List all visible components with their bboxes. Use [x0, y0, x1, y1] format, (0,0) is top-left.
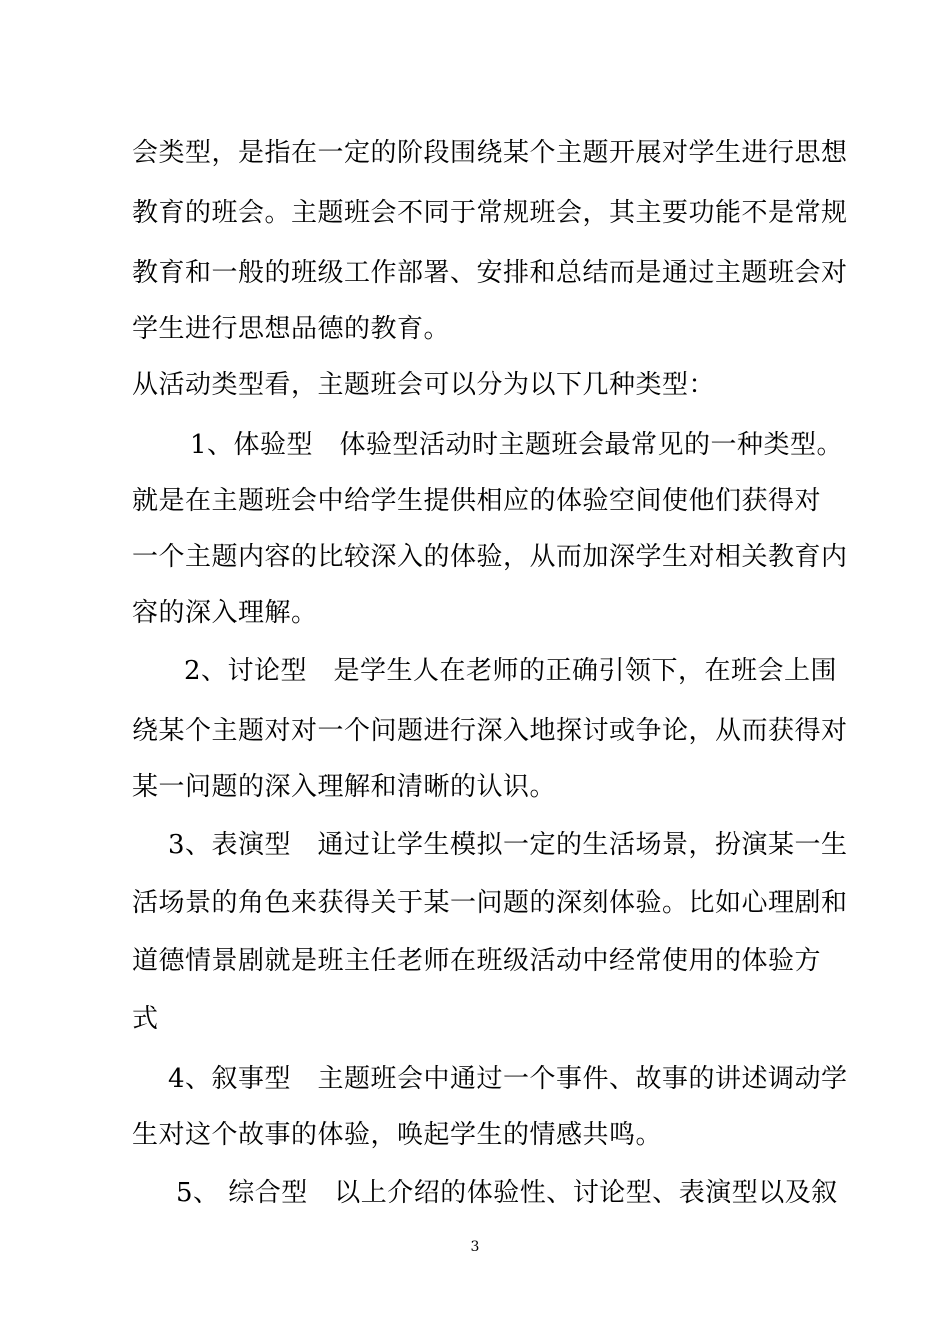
text-line-14: 活场景的角色来获得关于某一问题的深刻体验。比如心理剧和 [132, 888, 848, 918]
page-number: 3 [470, 1239, 480, 1255]
text-line-7: 就是在主题班会中给学生提供相应的体验空间使他们获得对 [132, 486, 822, 516]
text-line-15: 道德情景剧就是班主任老师在班级活动中经常使用的体验方 [132, 946, 822, 976]
text-line-18: 生对这个故事的体验，唤起学生的情感共鸣。 [132, 1120, 663, 1150]
text-line-1: 会类型，是指在一定的阶段围绕某个主题开展对学生进行思想 [132, 138, 848, 168]
text-line-4: 学生进行思想品德的教育。 [132, 314, 451, 344]
text-line-11: 绕某个主题对对一个问题进行深入地探讨或争论，从而获得对 [132, 716, 848, 746]
text-line-17: 4、叙事型 主题班会中通过一个事件、故事的讲述调动学 [168, 1064, 848, 1094]
text-line-13: 3、表演型 通过让学生模拟一定的生活场景，扮演某一生 [168, 830, 848, 860]
text-line-5: 从活动类型看，主题班会可以分为以下几种类型： [132, 370, 716, 400]
text-line-6: 1、体验型 体验型活动时主题班会最常见的一种类型。 [190, 430, 844, 460]
text-line-8: 一个主题内容的比较深入的体验，从而加深学生对相关教育内 [132, 542, 848, 572]
text-line-19: 5、 综合型 以上介绍的体验性、讨论型、表演型以及叙 [176, 1178, 838, 1208]
text-line-2: 教育的班会。主题班会不同于常规班会，其主要功能不是常规 [132, 198, 848, 228]
text-line-12: 某一问题的深入理解和清晰的认识。 [132, 772, 557, 802]
text-line-16: 式 [132, 1004, 159, 1034]
text-line-9: 容的深入理解。 [132, 598, 318, 628]
text-line-10: 2、讨论型 是学生人在老师的正确引领下，在班会上围 [184, 656, 838, 686]
text-line-3: 教育和一般的班级工作部署、安排和总结而是通过主题班会对 [132, 258, 848, 288]
